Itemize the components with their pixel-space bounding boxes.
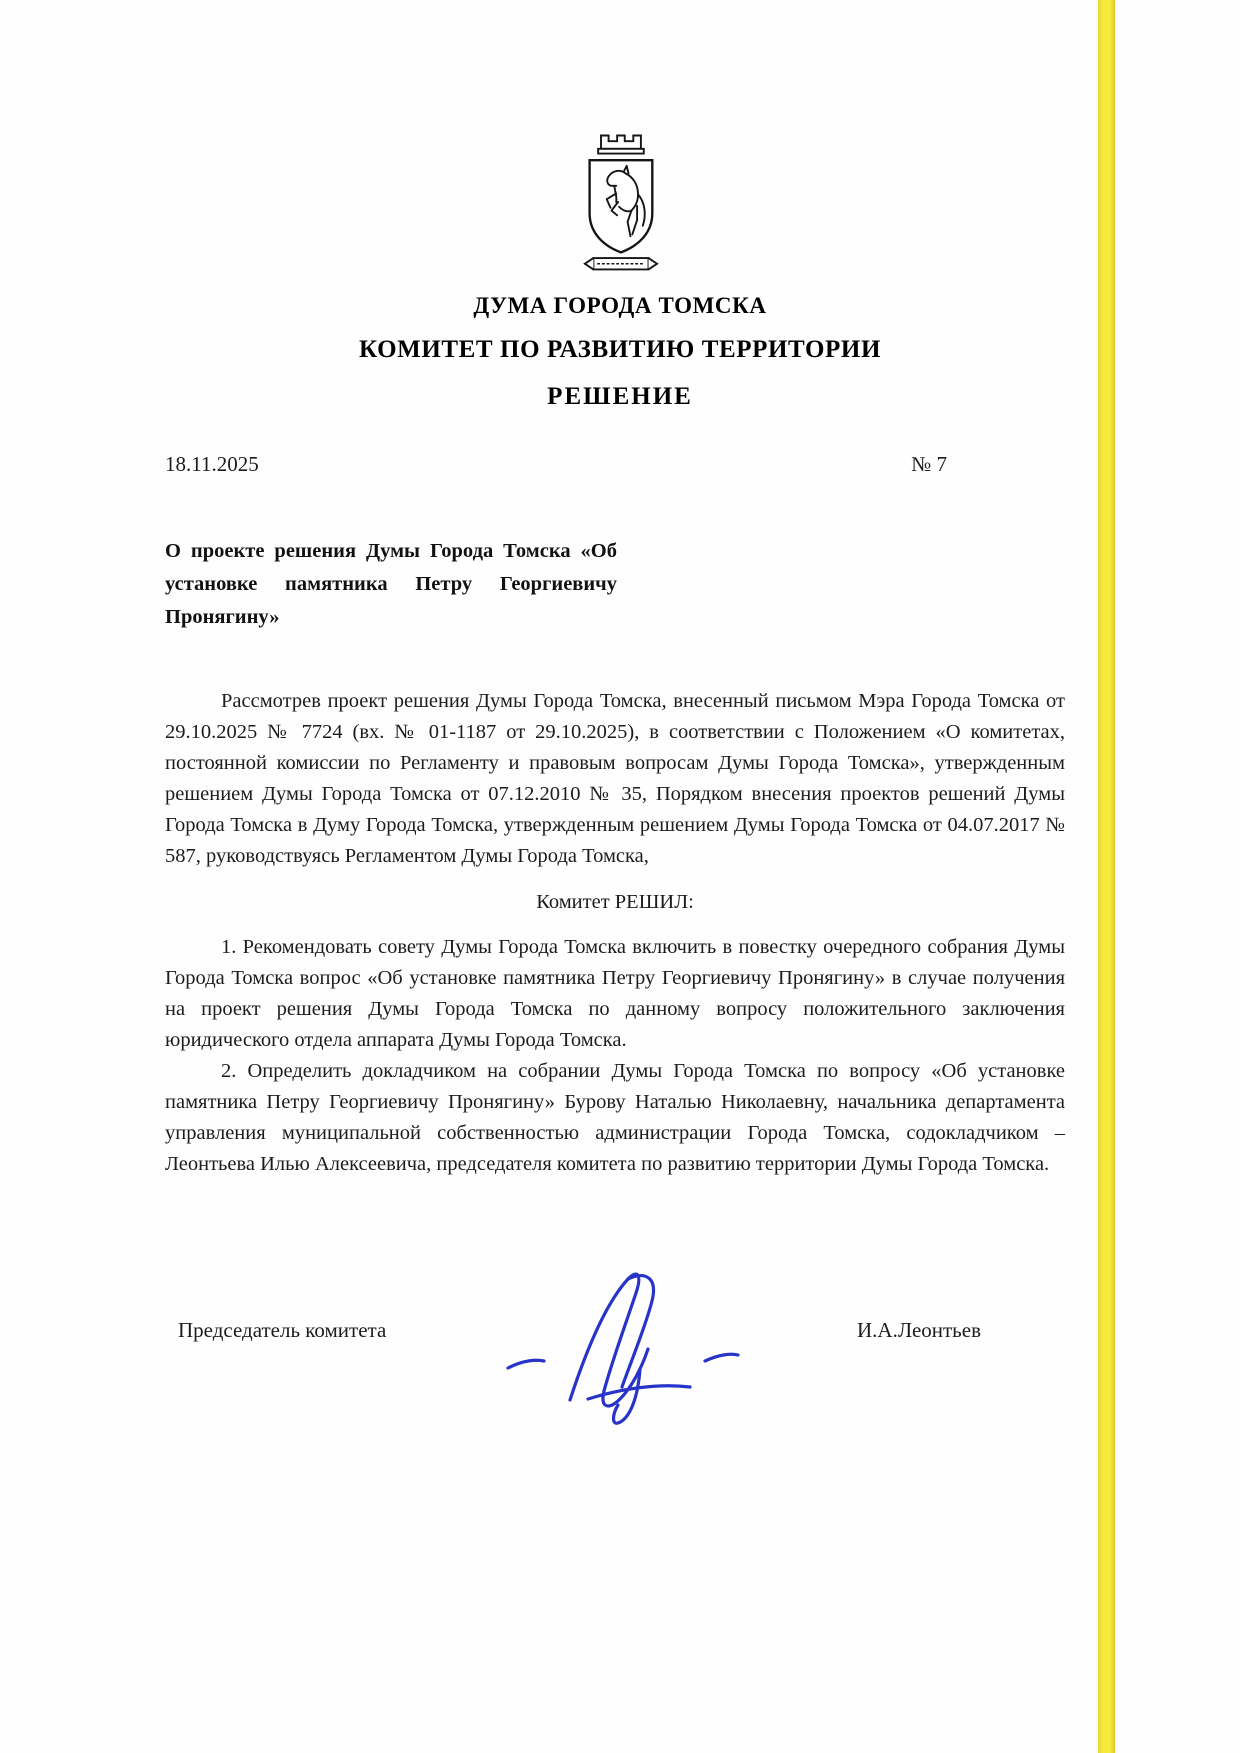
resolution-item-1: 1. Рекомендовать совету Думы Города Томска включить в повестку очередного собрания Думы Города Томска вопрос «Об установке памятника Петру Георгиевичу Пронягину» в случае получения на проект решения Думы Города Томска по данному вопросу положительного заключения юридического отдела аппарата Думы Города Томска. (165, 936, 1065, 1051)
document-header (0, 126, 1240, 411)
signer-title: Председатель комитета (178, 1318, 387, 1342)
committee-name: КОМИТЕТ ПО РАЗВИТИЮ ТЕРРИТОРИИ (358, 336, 882, 363)
tomsk-coat-of-arms-icon (572, 126, 668, 283)
document-number: № 7 (911, 452, 947, 476)
organization-name: ДУМА ГОРОДА ТОМСКА (473, 293, 767, 318)
handwritten-signature (498, 1248, 798, 1433)
meta-row (165, 452, 1065, 477)
document-subject: О проекте решения Думы Города Томска «Об установке памятника Петру Георгиевичу Пронягину» (165, 540, 617, 628)
document-body (165, 686, 1065, 1180)
document-type-title: РЕШЕНИЕ (547, 383, 693, 410)
document-date: 18.11.2025 (165, 452, 259, 476)
signer-name: И.А.Леонтьев (857, 1318, 981, 1342)
resolution-item-2: 2. Определить докладчиком на собрании Думы Города Томска по вопросу «Об установке памятника Петру Георгиевичу Пронягину» Бурову Наталью Николаевну, начальника департамента управления муниципальной собственностью администрации Города Томска, содокладчиком – Леонтьева Илью Алексеевича, председателя комитета по развитию территории Думы Города Томска. (165, 1060, 1065, 1175)
resolution-heading: Комитет РЕШИЛ: (536, 891, 694, 913)
preamble-paragraph: Рассмотрев проект решения Думы Города Томска, внесенный письмом Мэра Города Томска от 29.10.2025 № 7724 (вх. № 01-1187 от 29.10.2025), в соответствии с Положением «О комитетах, постоянной комиссии по Регламенту и правовым вопросам Думы Города Томска», утвержденным решением Думы Города Томска от 07.12.2010 № 35, Порядком внесения проектов решений Думы Города Томска в Думу Города Томска, утвержденным решением Думы Города Томска от 04.07.2017 № 587, руководствуясь Регламентом Думы Города Томска, (165, 690, 1065, 867)
